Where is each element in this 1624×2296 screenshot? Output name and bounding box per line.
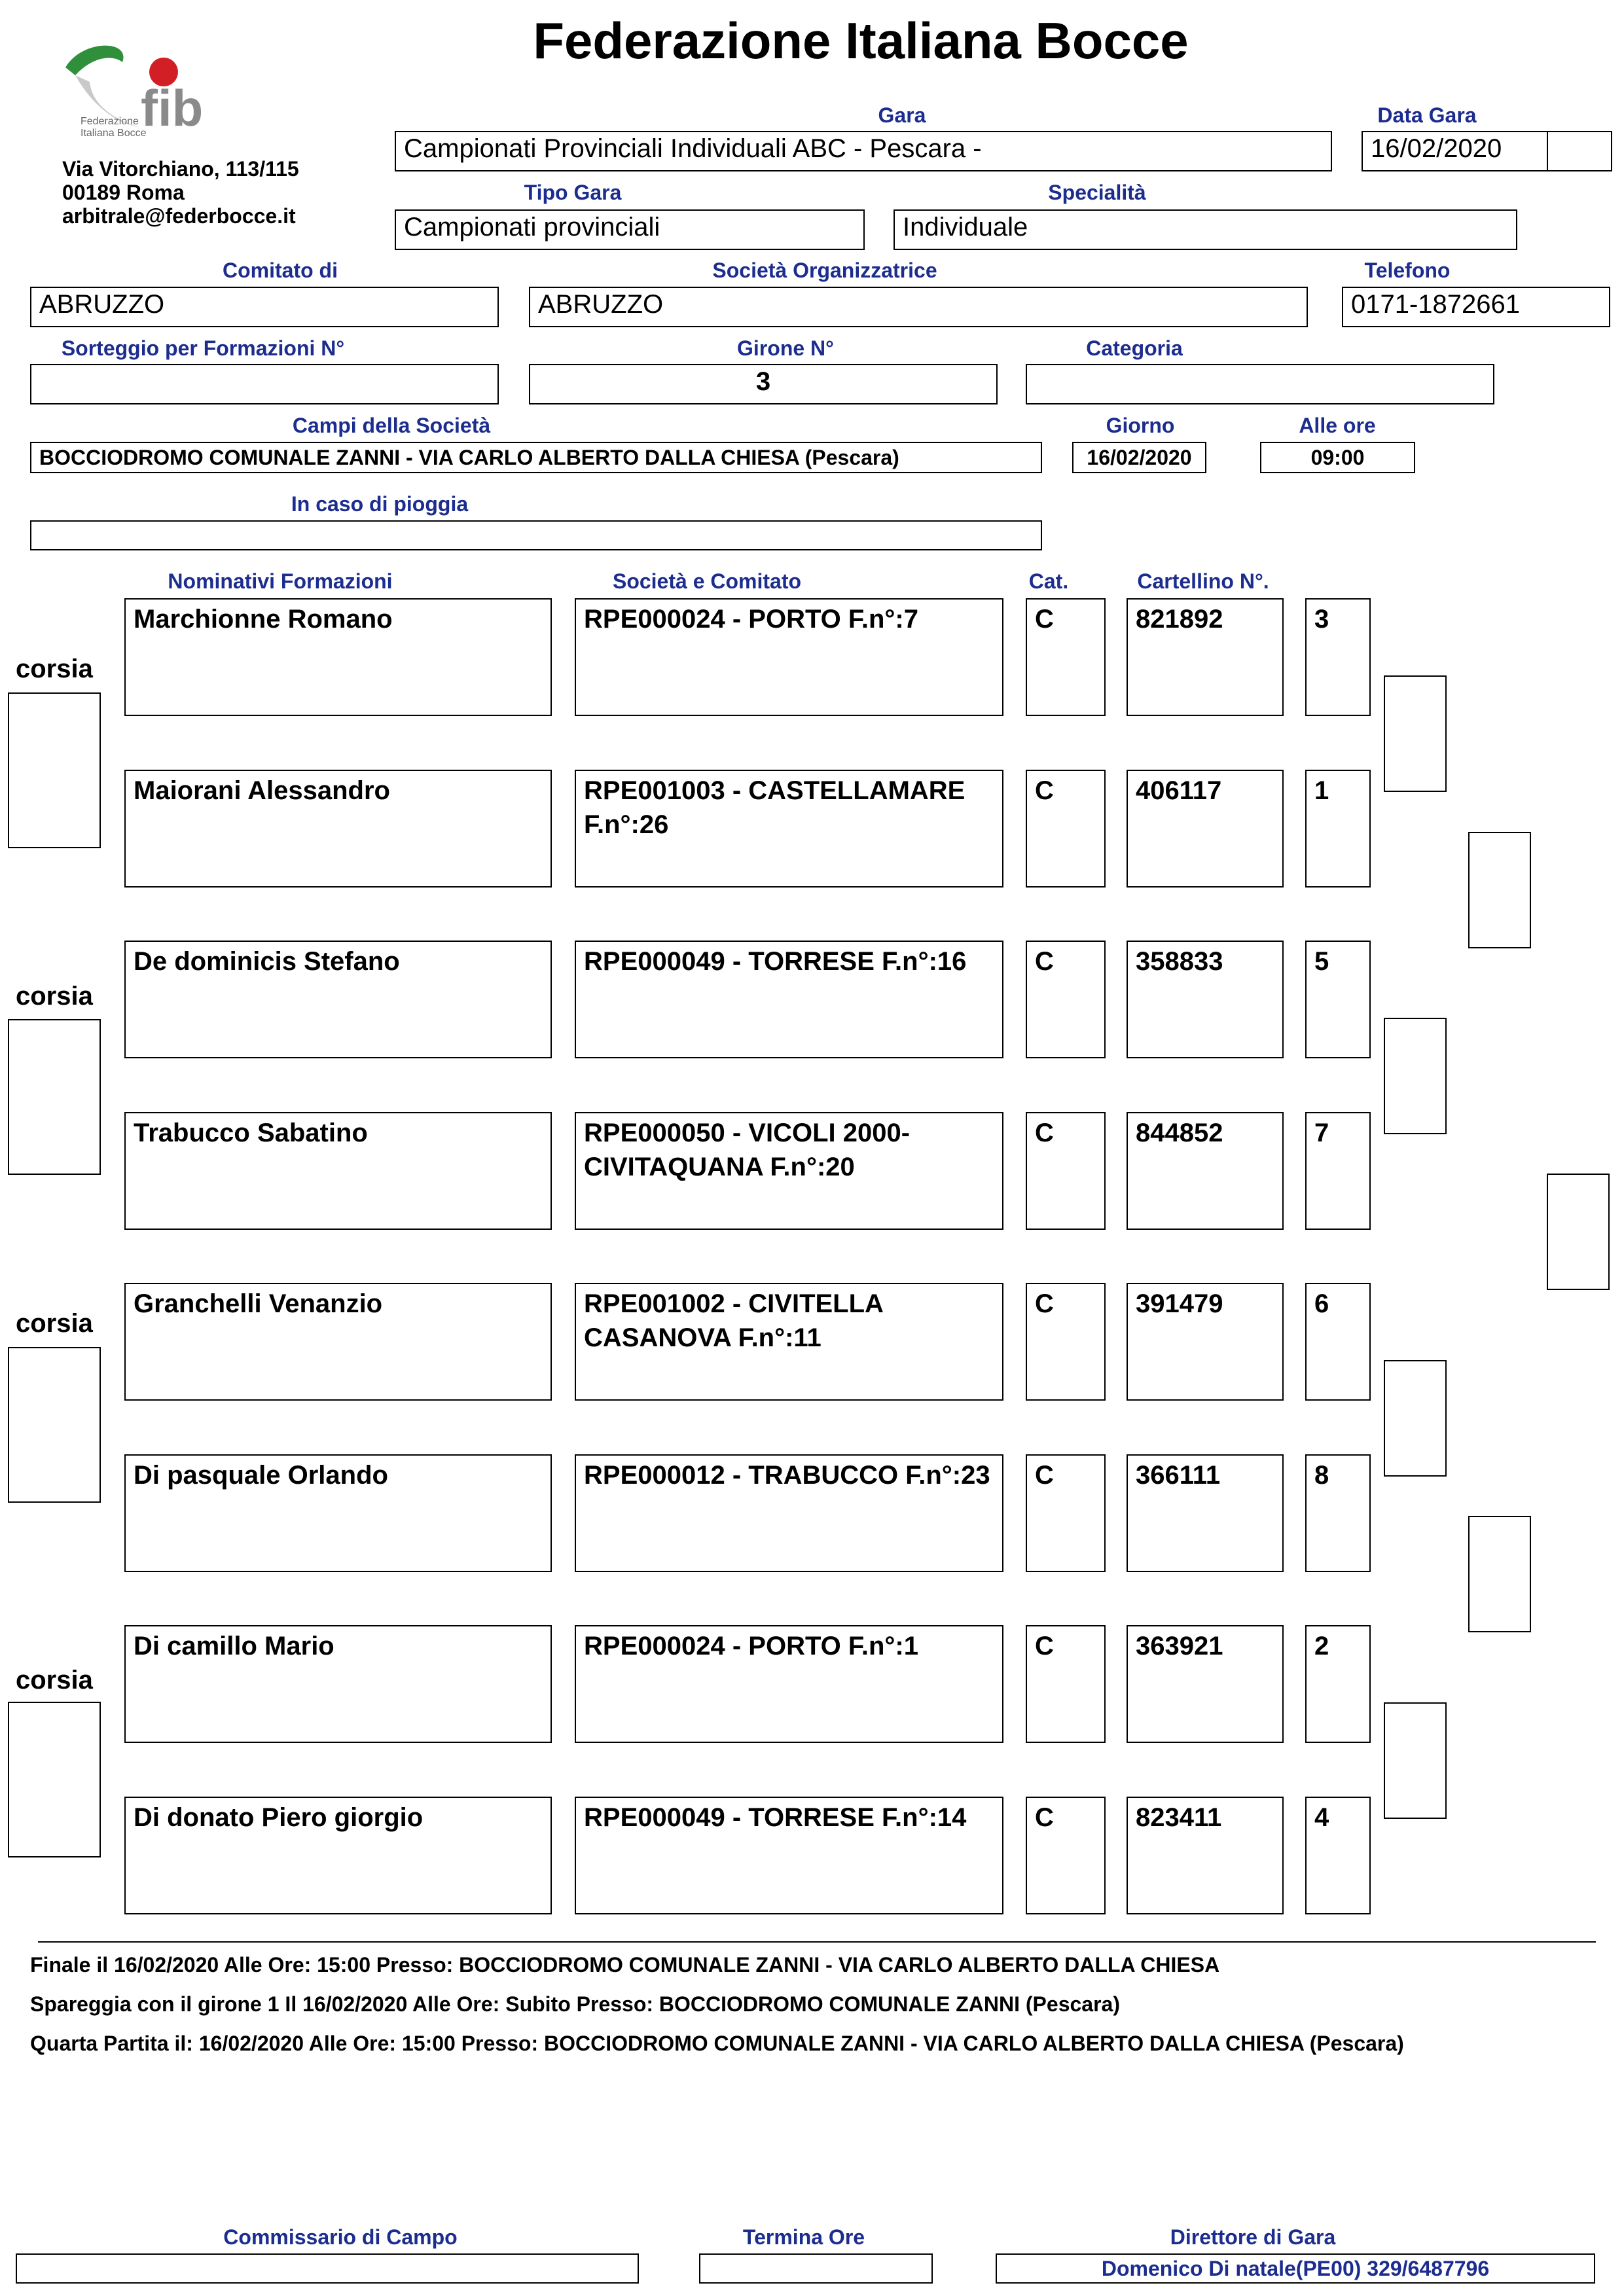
numero-cell[interactable]: 6 bbox=[1305, 1283, 1371, 1401]
societa-cell[interactable]: RPE000049 - TORRESE F.n°:14 bbox=[575, 1797, 1003, 1914]
logo-text: fib bbox=[141, 79, 204, 137]
girone-label: Girone N° bbox=[737, 336, 834, 360]
logo-caption-1: Federazione bbox=[81, 116, 139, 127]
nominativo-cell[interactable]: Marchionne Romano bbox=[124, 598, 552, 716]
tipo-gara-label: Tipo Gara bbox=[524, 181, 622, 204]
nominativo-cell[interactable]: Di donato Piero giorgio bbox=[124, 1797, 552, 1914]
societa-cell[interactable]: RPE000050 - VICOLI 2000-CIVITAQUANA F.n°:20 bbox=[575, 1112, 1003, 1230]
societa-organizzatrice-label: Società Organizzatrice bbox=[712, 259, 937, 282]
sorteggio-field[interactable] bbox=[30, 364, 499, 404]
fib-logo bbox=[62, 36, 226, 141]
cartellino-cell[interactable]: 821892 bbox=[1127, 598, 1284, 716]
corsia-box[interactable] bbox=[8, 1702, 101, 1857]
nominativo-cell[interactable]: Granchelli Venanzio bbox=[124, 1283, 552, 1401]
numero-cell[interactable]: 2 bbox=[1305, 1625, 1371, 1743]
bracket-final-box[interactable] bbox=[1547, 1174, 1610, 1290]
nominativo-cell[interactable]: Trabucco Sabatino bbox=[124, 1112, 552, 1230]
corsia-label: corsia bbox=[16, 655, 93, 683]
tipo-gara-field[interactable]: Campionati provinciali bbox=[395, 209, 865, 250]
specialita-field[interactable]: Individuale bbox=[893, 209, 1517, 250]
corsia-box[interactable] bbox=[8, 692, 101, 848]
header-cat: Cat. bbox=[1028, 569, 1069, 593]
data-gara-field[interactable]: 16/02/2020 bbox=[1362, 131, 1558, 171]
giorno-label: Giorno bbox=[1106, 414, 1175, 437]
bracket-round2-box[interactable] bbox=[1468, 832, 1531, 948]
direttore-label: Direttore di Gara bbox=[1170, 2225, 1336, 2249]
corsia-box[interactable] bbox=[8, 1019, 101, 1175]
bracket-round1-box[interactable] bbox=[1384, 675, 1447, 792]
numero-cell[interactable]: 5 bbox=[1305, 941, 1371, 1058]
ore-label: Alle ore bbox=[1299, 414, 1376, 437]
cartellino-cell[interactable]: 406117 bbox=[1127, 770, 1284, 888]
footer-quarta: Quarta Partita il: 16/02/2020 Alle Ore: 15:00 Presso: BOCCIODROMO COMUNALE ZANNI - VIA CARLO ALBERTO DALLA CHIESA (Pescara) bbox=[30, 2032, 1404, 2055]
cat-cell[interactable]: C bbox=[1026, 1797, 1106, 1914]
societa-cell[interactable]: RPE001003 - CASTELLAMARE F.n°:26 bbox=[575, 770, 1003, 888]
cartellino-cell[interactable]: 366111 bbox=[1127, 1454, 1284, 1572]
commissario-label: Commissario di Campo bbox=[223, 2225, 458, 2249]
societa-cell[interactable]: RPE001002 - CIVITELLA CASANOVA F.n°:11 bbox=[575, 1283, 1003, 1401]
categoria-label: Categoria bbox=[1086, 336, 1183, 360]
gara-field[interactable]: Campionati Provinciali Individuali ABC - Pescara - bbox=[395, 131, 1332, 171]
nominativo-cell[interactable]: Maiorani Alessandro bbox=[124, 770, 552, 888]
logo-caption-2: Italiana Bocce bbox=[81, 128, 147, 139]
comitato-label: Comitato di bbox=[223, 259, 338, 282]
termina-field[interactable] bbox=[699, 2253, 933, 2284]
corsia-label: corsia bbox=[16, 1666, 93, 1695]
address-line1: Via Vitorchiano, 113/115 bbox=[62, 157, 299, 181]
bracket-round2-box[interactable] bbox=[1468, 1516, 1531, 1632]
cat-cell[interactable]: C bbox=[1026, 941, 1106, 1058]
cartellino-cell[interactable]: 358833 bbox=[1127, 941, 1284, 1058]
cat-cell[interactable]: C bbox=[1026, 1283, 1106, 1401]
campi-label: Campi della Società bbox=[292, 414, 491, 437]
numero-cell[interactable]: 4 bbox=[1305, 1797, 1371, 1914]
header-societa: Società e Comitato bbox=[612, 569, 802, 593]
termina-label: Termina Ore bbox=[742, 2225, 865, 2249]
cat-cell[interactable]: C bbox=[1026, 1454, 1106, 1572]
societa-cell[interactable]: RPE000049 - TORRESE F.n°:16 bbox=[575, 941, 1003, 1058]
giorno-field[interactable]: 16/02/2020 bbox=[1072, 442, 1206, 473]
commissario-field[interactable] bbox=[16, 2253, 639, 2284]
pioggia-label: In caso di pioggia bbox=[291, 492, 469, 516]
nominativo-cell[interactable]: De dominicis Stefano bbox=[124, 941, 552, 1058]
cartellino-cell[interactable]: 391479 bbox=[1127, 1283, 1284, 1401]
numero-cell[interactable]: 1 bbox=[1305, 770, 1371, 888]
ore-field[interactable]: 09:00 bbox=[1260, 442, 1415, 473]
footer-divider bbox=[38, 1941, 1596, 1943]
numero-cell[interactable]: 3 bbox=[1305, 598, 1371, 716]
gara-label: Gara bbox=[878, 103, 926, 127]
cartellino-cell[interactable]: 823411 bbox=[1127, 1797, 1284, 1914]
corsia-box[interactable] bbox=[8, 1347, 101, 1503]
cat-cell[interactable]: C bbox=[1026, 1112, 1106, 1230]
bracket-round1-box[interactable] bbox=[1384, 1702, 1447, 1819]
societa-cell[interactable]: RPE000024 - PORTO F.n°:1 bbox=[575, 1625, 1003, 1743]
numero-cell[interactable]: 7 bbox=[1305, 1112, 1371, 1230]
campi-field[interactable]: BOCCIODROMO COMUNALE ZANNI - VIA CARLO ALBERTO DALLA CHIESA (Pescara) bbox=[30, 442, 1042, 473]
numero-cell[interactable]: 8 bbox=[1305, 1454, 1371, 1572]
cat-cell[interactable]: C bbox=[1026, 770, 1106, 888]
footer-spareggia: Spareggia con il girone 1 Il 16/02/2020 Alle Ore: Subito Presso: BOCCIODROMO COMUNALE ZANNI (Pescara) bbox=[30, 1992, 1120, 2016]
nominativo-cell[interactable]: Di camillo Mario bbox=[124, 1625, 552, 1743]
corsia-label: corsia bbox=[16, 1309, 93, 1338]
comitato-field[interactable]: ABRUZZO bbox=[30, 287, 499, 327]
data-gara-label: Data Gara bbox=[1377, 103, 1477, 127]
header-cartellino: Cartellino N°. bbox=[1137, 569, 1269, 593]
societa-cell[interactable]: RPE000012 - TRABUCCO F.n°:23 bbox=[575, 1454, 1003, 1572]
header-nominativi: Nominativi Formazioni bbox=[168, 569, 393, 593]
girone-field[interactable]: 3 bbox=[529, 364, 998, 404]
categoria-field[interactable] bbox=[1026, 364, 1494, 404]
address-line2: 00189 Roma bbox=[62, 181, 185, 204]
telefono-field[interactable]: 0171-1872661 bbox=[1342, 287, 1610, 327]
direttore-field[interactable]: Domenico Di natale(PE00) 329/6487796 bbox=[996, 2253, 1595, 2284]
cartellino-cell[interactable]: 363921 bbox=[1127, 1625, 1284, 1743]
corsia-label: corsia bbox=[16, 982, 93, 1011]
cat-cell[interactable]: C bbox=[1026, 598, 1106, 716]
cat-cell[interactable]: C bbox=[1026, 1625, 1106, 1743]
data-gara-extra-field[interactable] bbox=[1547, 131, 1612, 171]
telefono-label: Telefono bbox=[1364, 259, 1451, 282]
societa-organizzatrice-field[interactable]: ABRUZZO bbox=[529, 287, 1308, 327]
cartellino-cell[interactable]: 844852 bbox=[1127, 1112, 1284, 1230]
email: arbitrale@federbocce.it bbox=[62, 204, 296, 228]
page-title: Federazione Italiana Bocce bbox=[533, 12, 1189, 69]
pioggia-field[interactable] bbox=[30, 520, 1042, 550]
societa-cell[interactable]: RPE000024 - PORTO F.n°:7 bbox=[575, 598, 1003, 716]
specialita-label: Specialità bbox=[1048, 181, 1146, 204]
sorteggio-label: Sorteggio per Formazioni N° bbox=[61, 336, 345, 360]
bracket-round1-box[interactable] bbox=[1384, 1360, 1447, 1477]
nominativo-cell[interactable]: Di pasquale Orlando bbox=[124, 1454, 552, 1572]
footer-finale: Finale il 16/02/2020 Alle Ore: 15:00 Presso: BOCCIODROMO COMUNALE ZANNI - VIA CARLO ALBERTO DALLA CHIESA bbox=[30, 1953, 1220, 1977]
bracket-round1-box[interactable] bbox=[1384, 1018, 1447, 1134]
